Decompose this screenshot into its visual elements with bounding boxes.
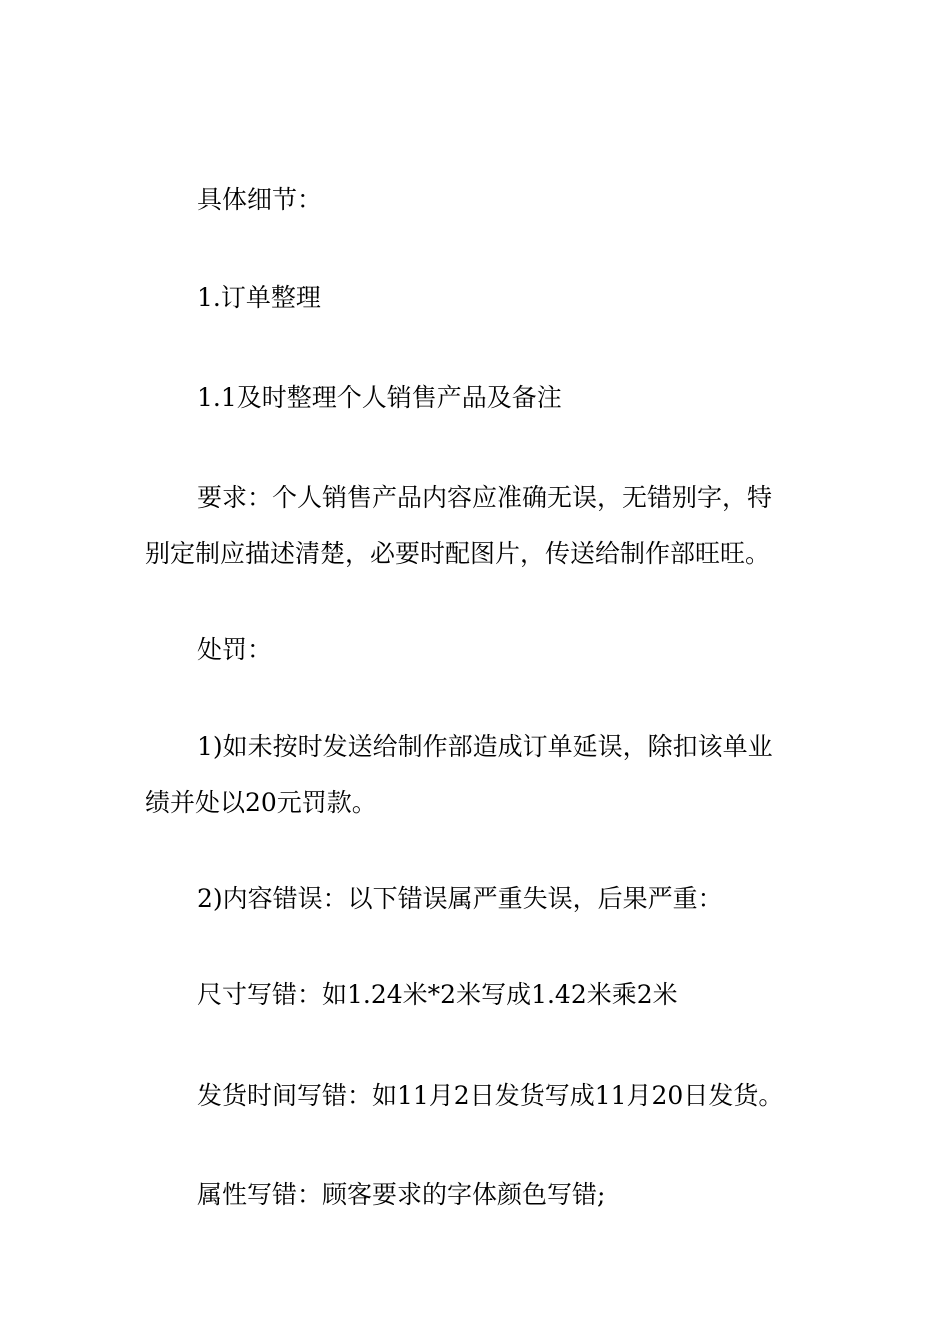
size-error-example-text: 尺寸写错：如1.24米*2米写成1.42米乘2米 — [197, 980, 678, 1009]
shipping-time-error-example-text: 发货时间写错：如11月2日发货写成11月20日发货。 — [197, 1081, 784, 1110]
section-title — [145, 270, 815, 326]
penalty-item-1-line-1: 1)如未按时发送给制作部造成订单延误，除扣该单业 — [197, 732, 773, 761]
subsection-title-text: 1.1及时整理个人销售产品及备注 — [197, 383, 562, 412]
requirement-line-2: 别定制应描述清楚，必要时配图片，传送给制作部旺旺。 — [145, 539, 771, 568]
details-heading-text: 具体细节： — [197, 185, 323, 214]
attribute-error-example-text: 属性写错：顾客要求的字体颜色写错; — [197, 1180, 606, 1209]
requirement-paragraph — [145, 470, 815, 582]
penalty-label-text: 处罚： — [197, 635, 273, 664]
penalty-item-2 — [145, 871, 815, 927]
shipping-time-error-example — [145, 1068, 815, 1124]
section-title-text: 1.订单整理 — [197, 283, 321, 312]
penalty-item-1-line-2: 绩并处以20元罚款。 — [145, 788, 377, 817]
subsection-title — [145, 370, 815, 426]
penalty-label — [145, 622, 815, 678]
penalty-item-2-text: 2)内容错误：以下错误属严重失误，后果严重： — [197, 884, 723, 913]
requirement-line-1: 要求：个人销售产品内容应准确无误，无错别字，特 — [197, 483, 773, 512]
size-error-example — [145, 967, 815, 1023]
attribute-error-example — [145, 1167, 815, 1223]
details-heading — [145, 172, 815, 228]
penalty-item-1 — [145, 719, 815, 831]
